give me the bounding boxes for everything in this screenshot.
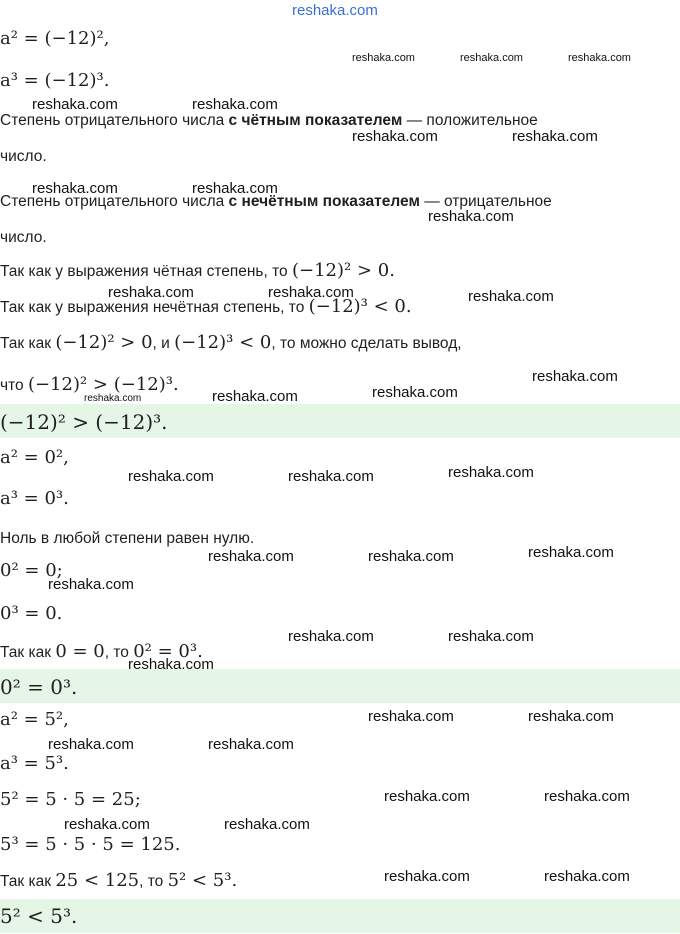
eq-five-a3: a³ = 5³. xyxy=(0,753,69,774)
eq-five-a2: a² = 5², xyxy=(0,709,69,730)
c2-a: что xyxy=(0,377,28,394)
c1-c: , то можно сделать вывод, xyxy=(271,335,462,352)
rule-even-bold: с чётным показателем xyxy=(228,112,403,129)
rule-odd-cont: число. xyxy=(0,229,47,246)
watermark: reshaka.com xyxy=(428,208,514,225)
watermark: reshaka.com xyxy=(224,816,310,833)
fc-m2: 5² < 5³. xyxy=(167,870,238,891)
reason-odd-text: Так как у выражения нечётная степень, то xyxy=(0,299,309,316)
eq-a2: a² = (−12)², xyxy=(0,28,110,49)
watermark: reshaka.com xyxy=(384,788,470,805)
rule-even-text: Степень отрицательного числа xyxy=(0,112,229,129)
watermark: reshaka.com xyxy=(84,393,142,404)
answer-highlight-2 xyxy=(0,669,680,703)
watermark: reshaka.com xyxy=(192,96,278,113)
watermark: reshaka.com xyxy=(448,464,534,481)
rule-odd-text: Степень отрицательного числа xyxy=(0,193,229,210)
watermark: reshaka.com xyxy=(568,52,631,64)
c1-m2: (−12)³ < 0 xyxy=(174,332,272,353)
watermark: reshaka.com xyxy=(48,736,134,753)
watermark: reshaka.com xyxy=(532,368,618,385)
conclusion-1 xyxy=(0,332,462,353)
five-conclusion xyxy=(0,870,237,891)
rule-even-cont: число. xyxy=(0,148,47,165)
eq-zero-a3: a³ = 0³. xyxy=(0,488,69,509)
eq-five-sq: 5² = 5 · 5 = 25; xyxy=(0,789,141,810)
watermark: reshaka.com xyxy=(352,128,438,145)
fc-a: Так как xyxy=(0,873,56,890)
eq-zero-cube: 0³ = 0. xyxy=(0,603,63,624)
reason-odd-math: (−12)³ < 0. xyxy=(308,296,412,317)
watermark: reshaka.com xyxy=(512,128,598,145)
fc-m1: 25 < 125 xyxy=(55,870,140,891)
reason-even-math: (−12)² > 0. xyxy=(291,260,395,281)
watermark: reshaka.com xyxy=(288,468,374,485)
eq-a3: a³ = (−12)³. xyxy=(0,70,110,91)
site-header[interactable]: reshaka.com xyxy=(292,2,378,19)
watermark: reshaka.com xyxy=(288,628,374,645)
watermark: reshaka.com xyxy=(128,656,214,673)
watermark: reshaka.com xyxy=(128,468,214,485)
eq-five-cube: 5³ = 5 · 5 · 5 = 125. xyxy=(0,834,181,855)
answer-highlight-3 xyxy=(0,899,680,933)
watermark: reshaka.com xyxy=(448,628,534,645)
eq-zero-a2: a² = 0², xyxy=(0,447,69,468)
watermark: reshaka.com xyxy=(48,576,134,593)
watermark: reshaka.com xyxy=(208,736,294,753)
watermark: reshaka.com xyxy=(528,708,614,725)
answer-2: 0² = 0³. xyxy=(0,675,78,699)
watermark: reshaka.com xyxy=(268,284,354,301)
watermark: reshaka.com xyxy=(192,180,278,197)
answer-3: 5² < 5³. xyxy=(0,904,78,928)
watermark: reshaka.com xyxy=(32,96,118,113)
rule-odd-end: — отрицательное xyxy=(419,193,552,210)
zc-b: , то xyxy=(104,644,134,661)
watermark: reshaka.com xyxy=(368,708,454,725)
conclusion-2 xyxy=(0,374,179,395)
c2-m: (−12)² > (−12)³. xyxy=(27,374,179,395)
zc-a: Так как xyxy=(0,644,56,661)
fc-b: , то xyxy=(139,873,168,890)
watermark: reshaka.com xyxy=(32,180,118,197)
answer-1: (−12)² > (−12)³. xyxy=(0,410,168,434)
watermark: reshaka.com xyxy=(544,868,630,885)
watermark: reshaka.com xyxy=(64,816,150,833)
zc-m1: 0 = 0 xyxy=(55,641,105,662)
zero-rule: Ноль в любой степени равен нулю. xyxy=(0,530,255,547)
watermark: reshaka.com xyxy=(528,544,614,561)
reason-even-text: Так как у выражения чётная степень, то xyxy=(0,263,292,280)
watermark: reshaka.com xyxy=(544,788,630,805)
watermark: reshaka.com xyxy=(384,868,470,885)
rule-even-end: — положительное xyxy=(402,112,538,129)
c1-m1: (−12)² > 0 xyxy=(55,332,153,353)
watermark: reshaka.com xyxy=(460,52,523,64)
watermark: reshaka.com xyxy=(208,548,294,565)
rule-odd-bold: с нечётным показателем xyxy=(228,193,420,210)
watermark: reshaka.com xyxy=(368,548,454,565)
watermark: reshaka.com xyxy=(372,384,458,401)
watermark: reshaka.com xyxy=(108,284,194,301)
watermark: reshaka.com xyxy=(468,288,554,305)
rule-even xyxy=(0,112,538,130)
zc-m2: 0² = 0³. xyxy=(133,641,203,662)
watermark: reshaka.com xyxy=(212,388,298,405)
reason-even xyxy=(0,260,395,281)
watermark: reshaka.com xyxy=(352,52,415,64)
c1-b: , и xyxy=(152,335,175,352)
c1-a: Так как xyxy=(0,335,56,352)
eq-zero-sq: 0² = 0; xyxy=(0,560,63,581)
